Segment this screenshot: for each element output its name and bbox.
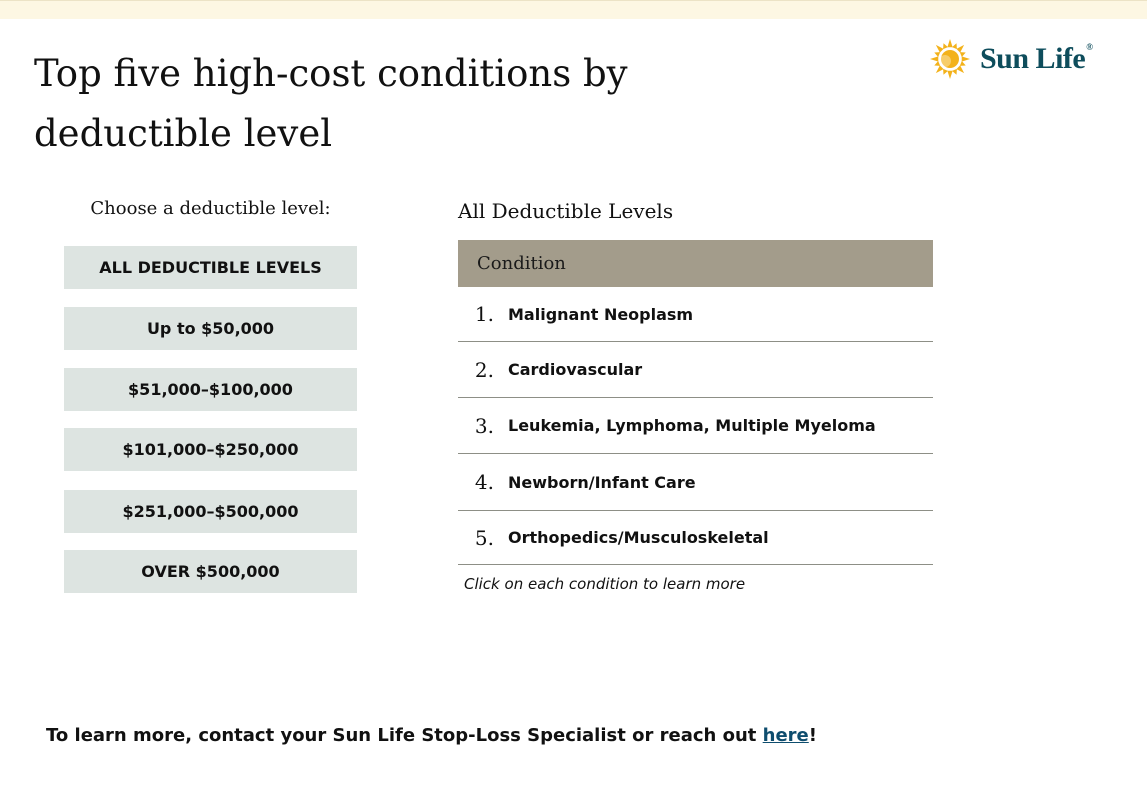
sun-icon [928,37,972,81]
sun-ray [956,65,964,73]
condition-name: Malignant Neoplasm [508,304,694,324]
level-button-51k-100k[interactable] [64,368,357,411]
table-hint: Click on each condition to learn more [464,575,746,593]
footer-here-link[interactable]: here [762,725,809,746]
condition-row-3[interactable] [458,398,933,454]
sun-ray [936,65,944,73]
logo-text [980,42,1092,76]
condition-row-2[interactable] [458,342,933,398]
level-button-label: Up to $50,000 [146,319,275,338]
level-button-label: $51,000–$100,000 [128,380,293,399]
condition-row-4[interactable] [458,454,933,511]
sun-life-logo[interactable] [928,36,1092,82]
sun-ray [952,43,957,49]
level-button-over-500k[interactable] [64,550,357,593]
level-button-all[interactable] [64,246,357,289]
footer-text: To learn more, contact your Sun Life Stop-Loss Specialist or reach out [46,725,763,746]
deductible-chooser-label: Choose a deductible level: [90,198,331,219]
sun-ray [947,71,952,79]
condition-row-5[interactable] [458,511,933,565]
sun-ray [952,69,957,75]
sun-ray [962,56,970,61]
sun-ray [934,52,940,57]
condition-number: 5. [474,525,494,550]
page-title: Top five high-cost conditions by deductible level [34,52,628,155]
sun-ray [943,69,948,75]
sun-ray [943,43,948,49]
level-button-label: OVER $500,000 [141,562,280,581]
footer-exclamation: ! [808,725,817,746]
condition-number: 1. [474,302,494,326]
condition-column-header: Condition [458,240,933,287]
level-button-251k-500k[interactable] [64,490,357,533]
logo-wordmark: Sun Life [980,42,1086,75]
level-button-up-to-50k[interactable] [64,307,357,350]
condition-name: Leukemia, Lymphoma, Multiple Myeloma [508,416,876,435]
condition-number: 2. [474,357,494,382]
top-banner-strip [0,0,1147,19]
condition-name: Orthopedics/Musculoskeletal [508,528,769,547]
footer-contact-text [46,725,817,746]
sun-ray [947,39,952,47]
sun-ray [930,56,938,61]
level-button-label: ALL DEDUCTIBLE LEVELS [99,258,322,277]
sun-ray [956,45,964,53]
logo-registered-mark: ® [1086,42,1093,52]
level-button-label: $251,000–$500,000 [122,502,299,521]
sun-ray [960,52,966,57]
condition-name: Cardiovascular [508,360,643,379]
condition-number: 3. [474,413,494,438]
level-button-label: $101,000–$250,000 [122,440,299,459]
condition-number: 4. [474,470,494,494]
sun-ray [936,45,944,53]
condition-name: Newborn/Infant Care [508,472,696,492]
level-button-101k-250k[interactable] [64,428,357,471]
table-title: All Deductible Levels [458,199,674,223]
sun-ray [960,61,966,66]
condition-row-1[interactable] [458,287,933,342]
